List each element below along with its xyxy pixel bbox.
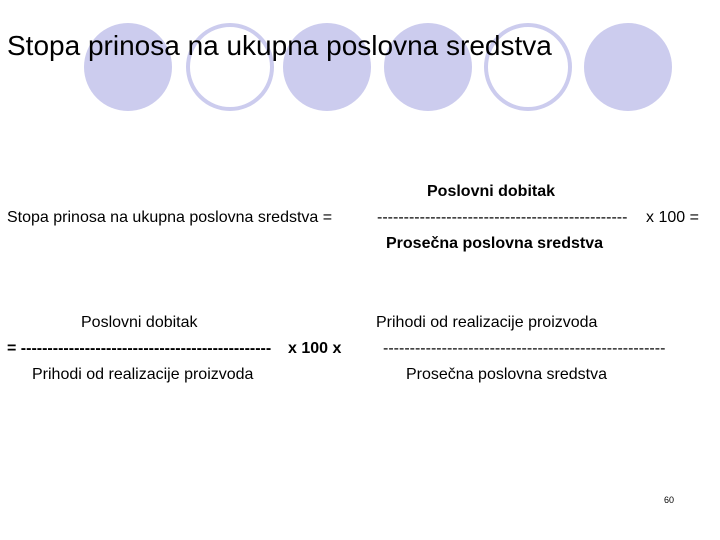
formula2-denominator-b: Prosečna poslovna sredstva xyxy=(406,366,607,383)
page-number: 60 xyxy=(664,495,675,505)
formula1-multiplier: x 100 = xyxy=(646,209,699,226)
formula2-multiplier: x 100 x xyxy=(288,340,342,357)
formula2-numerator-b: Prihodi od realizacije proizvoda xyxy=(376,314,598,331)
formula2-denominator-a: Prihodi od realizacije proizvoda xyxy=(32,366,254,383)
formula2-fraction-line-a: = ----------------------------------------------- xyxy=(7,340,272,357)
formula1-fraction-line: ----------------------------------------------- xyxy=(377,209,628,226)
formula1-denominator: Prosečna poslovna sredstva xyxy=(386,235,603,252)
formula1-numerator: Poslovni dobitak xyxy=(427,183,556,200)
formula1-left-side: Stopa prinosa na ukupna poslovna sredstva = xyxy=(7,209,333,226)
slide-title: Stopa prinosa na ukupna poslovna sredstva xyxy=(7,30,552,61)
formula2-numerator-a: Poslovni dobitak xyxy=(81,314,198,331)
decorative-circle-6 xyxy=(584,23,672,111)
formula2-fraction-line-b: ----------------------------------------------------- xyxy=(383,340,666,357)
